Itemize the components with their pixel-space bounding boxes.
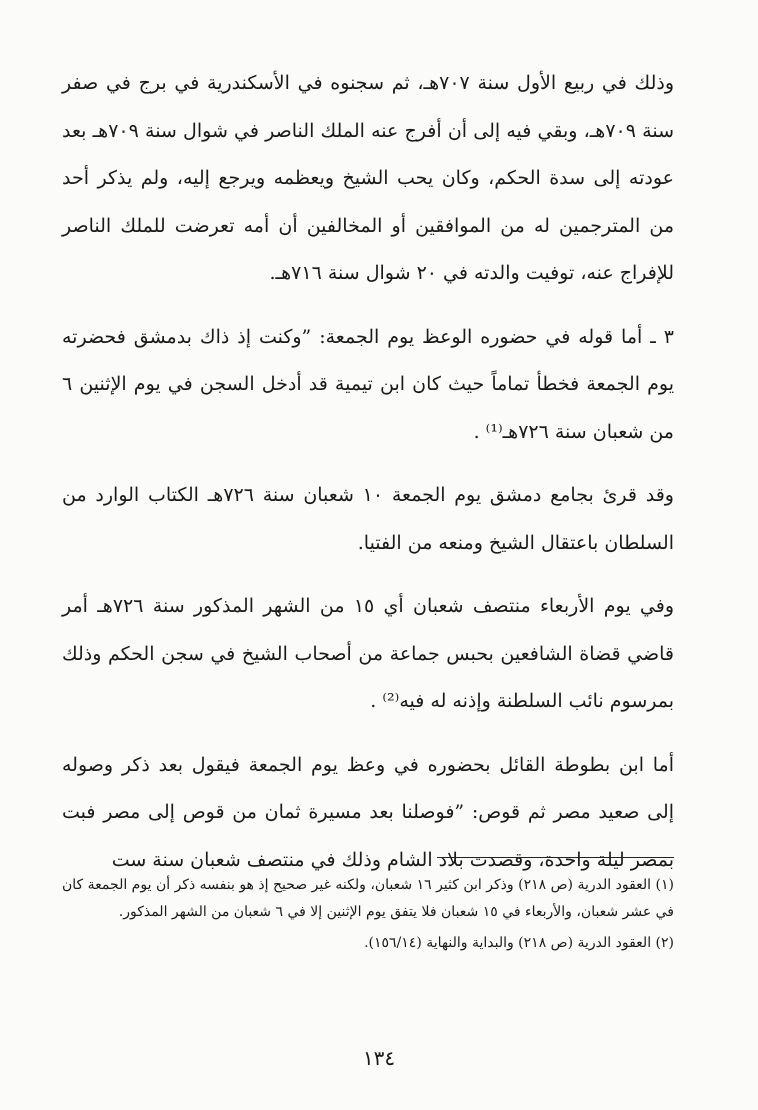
paragraph-5: أما ابن بطوطة القائل بحضوره في وعظ يوم الجمعة فيقول بعد ذكر وصوله إلى صعيد مصر ثم قوص: ”فوصلنا بعد مسيرة ثمان من قوص إلى مصر فبت بمصر ليلة واحدة، وقصدت بلاد الشام وذلك في منتصف شعبان سنة ست	[62, 753, 674, 871]
main-text	[62, 60, 674, 900]
paragraph-2: ٣ ـ أما قوله في حضوره الوعظ يوم الجمعة: ”وكنت إذ ذاك بدمشق فحضرته يوم الجمعة فخطأ تماماً حيث كان ابن تيمية قد أدخل السجن في يوم الإثنين ٦ من شعبان سنة ٧٢٦هـ⁽¹⁾ .	[62, 325, 674, 443]
paragraph-1: وذلك في ربيع الأول سنة ٧٠٧هـ، ثم سجنوه في الأسكندرية في برج في صفر سنة ٧٠٩هـ، وبقي فيه إلى أن أفرج عنه الملك الناصر في شوال سنة ٧٠٩هـ بعد عودته إلى سدة الحكم، وكان يحب الشيخ ويعظمه ويرجع إليه، ولم يذكر أحد من المترجمين له من الموافقين أو المخالفين أن أمه تعرضت للملك الناصر للإفراج عنه، توفيت والدته في ٢٠ شوال سنة ٧١٦هـ.	[62, 72, 674, 284]
footnote-divider	[437, 857, 674, 858]
paragraph-4: وفي يوم الأربعاء منتصف شعبان أي ١٥ من الشهر المذكور سنة ٧٢٦هـ أمر قاضي قضاة الشافعين بحبس جماعة من أصحاب الشيخ في سجن الحكم وذلك بمرسوم نائب السلطنة وإذنه له فيه⁽²⁾ .	[62, 595, 675, 712]
footnote-2: (٢) العقود الدرية (ص ٢١٨) والبداية والنهاية (١٥٦/١٤).	[364, 935, 674, 951]
page-number: ١٣٤	[362, 1046, 396, 1070]
footnotes	[62, 872, 674, 961]
footnote-1: (١) العقود الدرية (ص ٢١٨) وذكر ابن كثير ١٦ شعبان، ولكنه غير صحيح إذ هو بنفسه ذكر أن يوم الجمعة كان في عشر شعبان، والأربعاء في ١٥ شعبان فلا يتفق يوم الإثنين إلا في ٦ شعبان من الشهر المذكور.	[62, 877, 674, 920]
paragraph-3: وقد قرئ بجامع دمشق يوم الجمعة ١٠ شعبان سنة ٧٢٦هـ الكتاب الوارد من السلطان باعتقال الشيخ ومنعه من الفتيا.	[62, 484, 674, 554]
